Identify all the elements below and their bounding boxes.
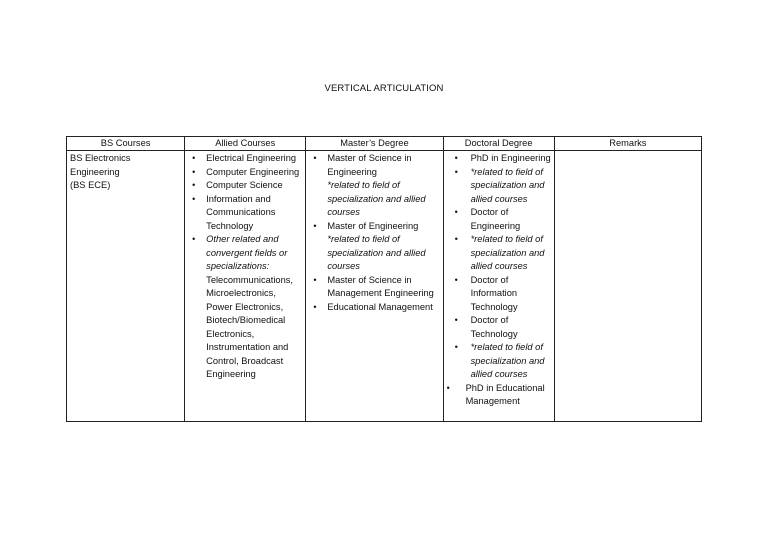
allied-courses-list	[188, 152, 302, 382]
degree-note: *related to field of specialization and allied courses	[327, 180, 426, 217]
list-item: • Computer Science	[188, 179, 302, 193]
header-allied-courses: Allied Courses	[185, 137, 306, 151]
doctoral-degree-cell	[443, 151, 554, 422]
list-item: • *related to field of specialization and allied courses	[447, 233, 551, 274]
remarks-cell	[554, 151, 701, 422]
list-item: • Doctor of Information Technology	[447, 274, 551, 315]
table-row	[67, 151, 702, 422]
masters-degree-cell	[306, 151, 443, 422]
list-item: • PhD in Educational Management	[447, 382, 551, 409]
header-doctoral-degree: Doctoral Degree	[443, 137, 554, 151]
list-item: • Educational Management	[309, 301, 439, 315]
allied-courses-cell	[185, 151, 306, 422]
list-item: • Electrical Engineering	[188, 152, 302, 166]
degree-note: *related to field of specialization and allied courses	[327, 234, 426, 271]
list-item: • Computer Engineering	[188, 166, 302, 180]
related-fields-list: Telecommunications, Microelectronics, Power Electronics, Biotech/Biomedical Electronics, Instrumentation and Control, Broadcast Engineering	[206, 274, 293, 379]
list-item	[188, 233, 302, 382]
list-item: • Doctor of Technology	[447, 314, 551, 341]
bs-course-line: BS Electronics	[70, 153, 131, 163]
list-item: • Master of Science in Management Engineering	[309, 274, 439, 301]
bs-course-line: (BS ECE)	[70, 180, 111, 190]
list-item: • *related to field of specialization and allied courses	[447, 166, 551, 207]
degree-name: Master of Engineering	[327, 220, 419, 231]
table-header-row	[67, 137, 702, 151]
masters-degree-list	[309, 152, 439, 314]
list-item: • *related to field of specialization and allied courses	[447, 341, 551, 382]
vertical-articulation-table	[66, 136, 702, 422]
header-bs-courses: BS Courses	[67, 137, 185, 151]
document-title: VERTICAL ARTICULATION	[324, 83, 444, 94]
bs-courses-cell	[67, 151, 185, 422]
list-item	[309, 152, 439, 220]
list-item: • Doctor of Engineering	[447, 206, 551, 233]
degree-name: Master of Science in Engineering	[327, 153, 412, 177]
list-item: • PhD in Engineering	[447, 152, 551, 166]
header-remarks: Remarks	[554, 137, 701, 151]
list-item: • Information and Communications Technology	[188, 193, 302, 234]
header-masters-degree: Master’s Degree	[306, 137, 443, 151]
bs-course-line: Engineering	[70, 166, 120, 177]
doctoral-degree-list	[447, 152, 551, 409]
related-fields-note: Other related and convergent fields or specializations:	[206, 234, 288, 271]
list-item	[309, 220, 439, 274]
